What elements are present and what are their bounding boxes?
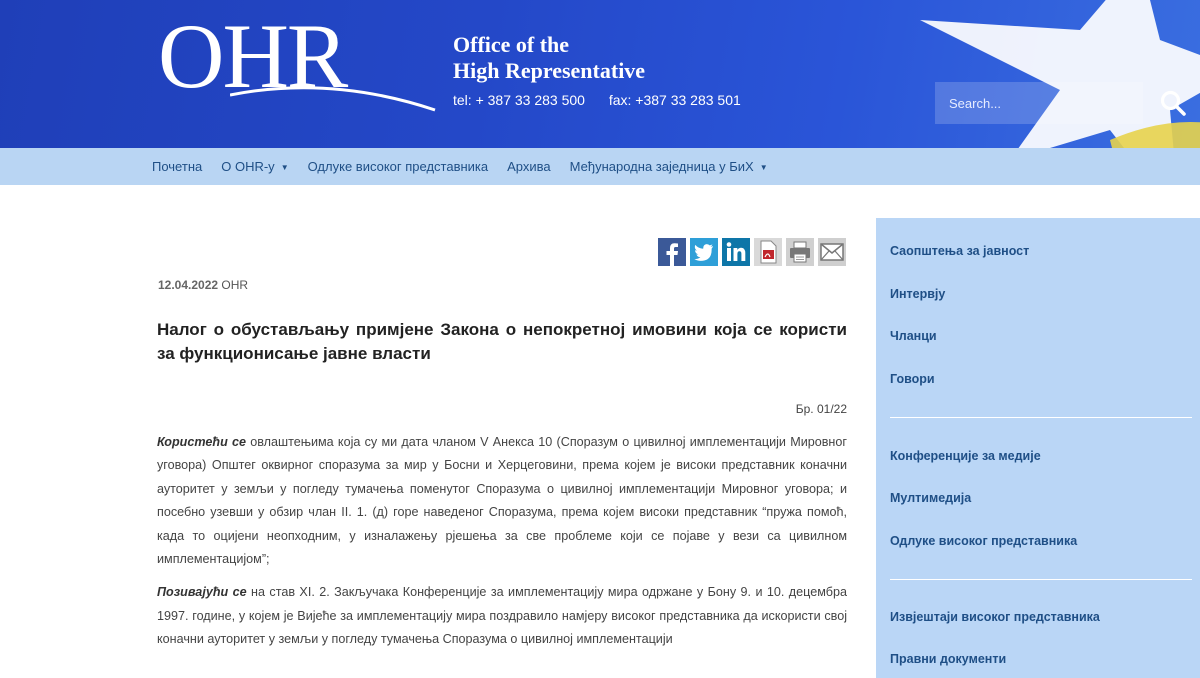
chevron-down-icon: ▼	[759, 163, 768, 172]
nav-item-decisions[interactable]	[308, 159, 489, 174]
paragraph-text: на став XI. 2. Закључака Конференције за имплементацију мира одржане у Бону 9. и 10. децембра 1997. године, у којем је Вијеће за имплементацију мира поздравило намјеру високог представника да искористи свој коначни ауторитет у земљи у погледу тумачења Споразума о цивилној имплементацији	[157, 585, 847, 647]
search-input[interactable]	[935, 82, 1143, 124]
ohr-logo[interactable]: OHR	[158, 5, 347, 107]
nav-item-label: Архива	[507, 159, 551, 174]
facebook-icon	[658, 238, 686, 266]
share-linkedin-button[interactable]	[722, 238, 750, 266]
article-title: Налог о обустављању примјене Закона о непокретној имовини која се користи за функционисање јавне власти	[157, 320, 847, 363]
nav-item-international-community[interactable]	[570, 159, 768, 174]
paragraph	[157, 581, 847, 651]
share-facebook-button[interactable]	[658, 238, 686, 266]
paragraph-lead: Позивајући се	[157, 585, 247, 600]
nav-item-label: Одлуке високог представника	[307, 159, 489, 174]
twitter-icon	[690, 238, 718, 266]
article-meta	[158, 278, 248, 292]
pdf-icon	[754, 238, 782, 266]
sidebar	[876, 218, 1200, 678]
sidebar-item-articles[interactable]: Чланци	[890, 329, 937, 343]
office-title-line2: High Representative	[453, 58, 646, 83]
sidebar-item-decisions[interactable]: Одлуке високог представника	[890, 534, 1078, 548]
sidebar-item-press-releases[interactable]: Саопштења за јавност	[890, 244, 1030, 258]
office-title-line1: Office of the	[453, 32, 570, 57]
search-icon	[1160, 90, 1186, 116]
contact-info	[453, 92, 761, 108]
fax-number: fax: +387 33 283 501	[608, 92, 741, 108]
sidebar-item-reports[interactable]: Извјештаји високог представника	[890, 610, 1100, 624]
logo-swoosh	[230, 70, 440, 115]
share-bar	[658, 238, 850, 266]
article-date: 12.04.2022	[158, 278, 219, 292]
chevron-down-icon: ▼	[280, 163, 289, 172]
sidebar-divider	[890, 417, 1192, 418]
article-body	[157, 431, 847, 662]
main-nav	[0, 148, 1200, 185]
paragraph-lead: Користећи се	[157, 435, 247, 449]
share-twitter-button[interactable]	[690, 238, 718, 266]
sidebar-item-legal-documents[interactable]: Правни документи	[890, 652, 1007, 666]
nav-item-label: Међународна заједница у БиХ	[569, 159, 754, 174]
site-header	[0, 0, 1200, 148]
sidebar-divider	[890, 579, 1192, 580]
nav-item-archive[interactable]	[507, 159, 551, 174]
sidebar-item-interviews[interactable]: Интервју	[890, 287, 946, 301]
email-icon	[818, 238, 846, 266]
eu-star-graphic	[880, 0, 1200, 148]
sidebar-item-multimedia[interactable]: Мултимедија	[890, 491, 972, 505]
share-email-button[interactable]	[818, 238, 846, 266]
print-button[interactable]	[786, 238, 814, 266]
search-button[interactable]	[1146, 82, 1200, 124]
nav-item-home[interactable]	[152, 159, 202, 174]
paragraph-text: овлаштењима која су ми дата чланом V Анекса 10 (Споразум о цивилној имплементацији Мировног уговора) Општег оквирног споразума за мир у Босни и Херцеговини, према којем је високи представник коначни ауторитет у земљи у погледу тумачења поменутог Споразума о цивилној имплементацији Мировног уговора; и посебно узевши у обзир члан II. 1. (д) горе наведеног Споразума, према којем високи представник “пружа помоћ, када то оцијени неопходним, у изналажењу рјешења за све проблеме који се појаве у вези са цивилном имплементацијом”;	[157, 435, 847, 567]
print-icon	[786, 238, 814, 266]
article-author: OHR	[221, 278, 249, 292]
sidebar-item-press-conferences[interactable]: Конференције за медије	[890, 449, 1041, 463]
linkedin-icon	[722, 238, 750, 266]
nav-item-about[interactable]	[221, 159, 288, 174]
phone-number: tel: + 387 33 283 500	[453, 92, 585, 108]
document-number: Бр. 01/22	[795, 402, 847, 416]
nav-item-label: Почетна	[152, 159, 203, 174]
share-pdf-button[interactable]	[754, 238, 782, 266]
nav-item-label: О OHR-у	[221, 159, 275, 174]
sidebar-item-speeches[interactable]: Говори	[890, 372, 935, 386]
office-title	[453, 32, 645, 84]
paragraph	[157, 431, 847, 571]
